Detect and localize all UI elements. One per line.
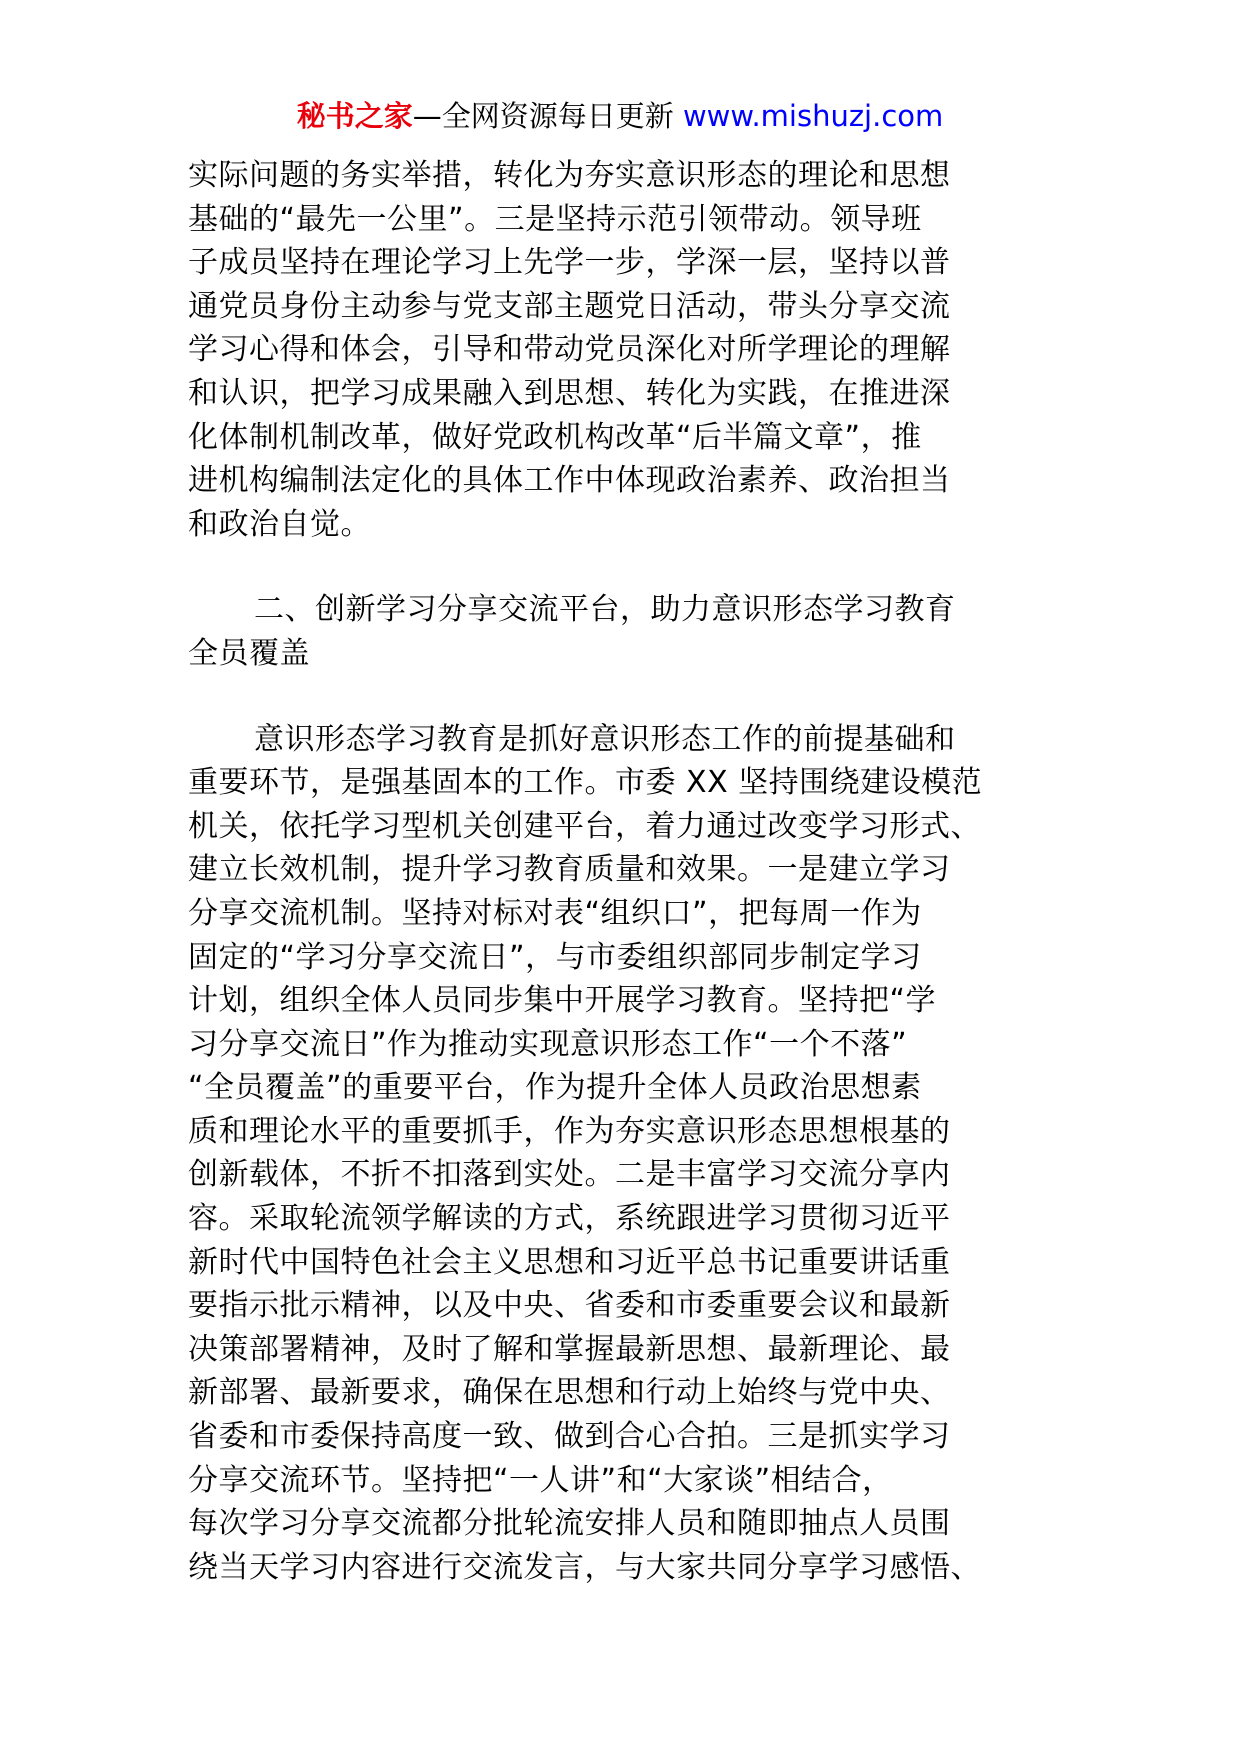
text-line: 重要环节，是强基固本的工作。市委 XX 坚持围绕建设模范: [188, 765, 983, 801]
text-line: 容。采取轮流领学解读的方式，系统跟进学习贯彻习近平: [188, 1201, 951, 1237]
text-line: 机关，依托学习型机关创建平台，着力通过改变学习形式、: [188, 808, 981, 844]
text-line: 意识形态学习教育是抓好意识形态工作的前提基础和: [254, 721, 956, 757]
text-line: 新部署、最新要求，确保在思想和行动上始终与党中央、: [188, 1375, 951, 1411]
text-line: 创新载体，不折不扣落到实处。二是丰富学习交流分享内: [188, 1157, 951, 1193]
text-line: 省委和市委保持高度一致、做到合心合拍。三是抓实学习: [188, 1419, 951, 1455]
text-line: 建立长效机制，提升学习教育质量和效果。一是建立学习: [188, 852, 951, 888]
text-line: 每次学习分享交流都分批轮流安排人员和随即抽点人员围: [188, 1506, 951, 1542]
paragraph-2: [188, 718, 1068, 1590]
text-line: 要指示批示精神，以及中央、省委和市委重要会议和最新: [188, 1288, 951, 1324]
header-brand: 秘书之家: [296, 99, 413, 133]
text-line: 进机构编制法定化的具体工作中体现政治素养、政治担当: [188, 463, 951, 499]
text-line: 绕当天学习内容进行交流发言，与大家共同分享学习感悟、: [188, 1549, 981, 1585]
header-url-link[interactable]: www.mishuzj.com: [682, 99, 944, 133]
text-line: 基础的“最先一公里”。三是坚持示范引领带动。领导班: [188, 201, 922, 237]
text-line: 分享交流机制。坚持对标对表“组织口”，把每周一作为: [188, 895, 922, 931]
text-line: 通党员身份主动参与党支部主题党日活动，带头分享交流: [188, 288, 951, 324]
paragraph-spacer: [188, 676, 1068, 718]
text-line: 质和理论水平的重要抓手，作为夯实意识形态思想根基的: [188, 1113, 951, 1149]
text-line: “全员覆盖”的重要平台，作为提升全体人员政治思想素: [188, 1070, 922, 1106]
section-heading: [188, 588, 1068, 675]
text-line: 化体制机制改革，做好党政机构改革“后半篇文章”，推: [188, 419, 922, 455]
page-header: [0, 96, 1240, 136]
paragraph-1: [188, 154, 1068, 546]
header-slogan: —全网资源每日更新: [412, 99, 674, 133]
text-line: 分享交流环节。坚持把“一人讲”和“大家谈”相结合，: [188, 1462, 893, 1498]
text-line: 新时代中国特色社会主义思想和习近平总书记重要讲话重: [188, 1244, 951, 1280]
text-line: 学习心得和体会，引导和带动党员深化对所学理论的理解: [188, 332, 951, 368]
text-line: 和政治自觉。: [188, 506, 371, 542]
heading-line: 二、创新学习分享交流平台，助力意识形态学习教育: [254, 592, 956, 628]
text-line: 决策部署精神，及时了解和掌握最新思想、最新理论、最: [188, 1331, 951, 1367]
text-line: 子成员坚持在理论学习上先学一步，学深一层，坚持以普: [188, 245, 951, 281]
text-line: 和认识，把学习成果融入到思想、转化为实践，在推进深: [188, 375, 951, 411]
heading-line: 全员覆盖: [188, 635, 310, 671]
paragraph-spacer: [188, 546, 1068, 588]
text-line: 固定的“学习分享交流日”，与市委组织部同步制定学习: [188, 939, 922, 975]
text-line: 计划，组织全体人员同步集中开展学习教育。坚持把“学: [188, 983, 937, 1019]
text-line: 实际问题的务实举措，转化为夯实意识形态的理论和思想: [188, 158, 951, 193]
text-line: 习分享交流日”作为推动实现意识形态工作“一个不落”: [188, 1026, 908, 1062]
document-body: [188, 154, 1068, 1589]
